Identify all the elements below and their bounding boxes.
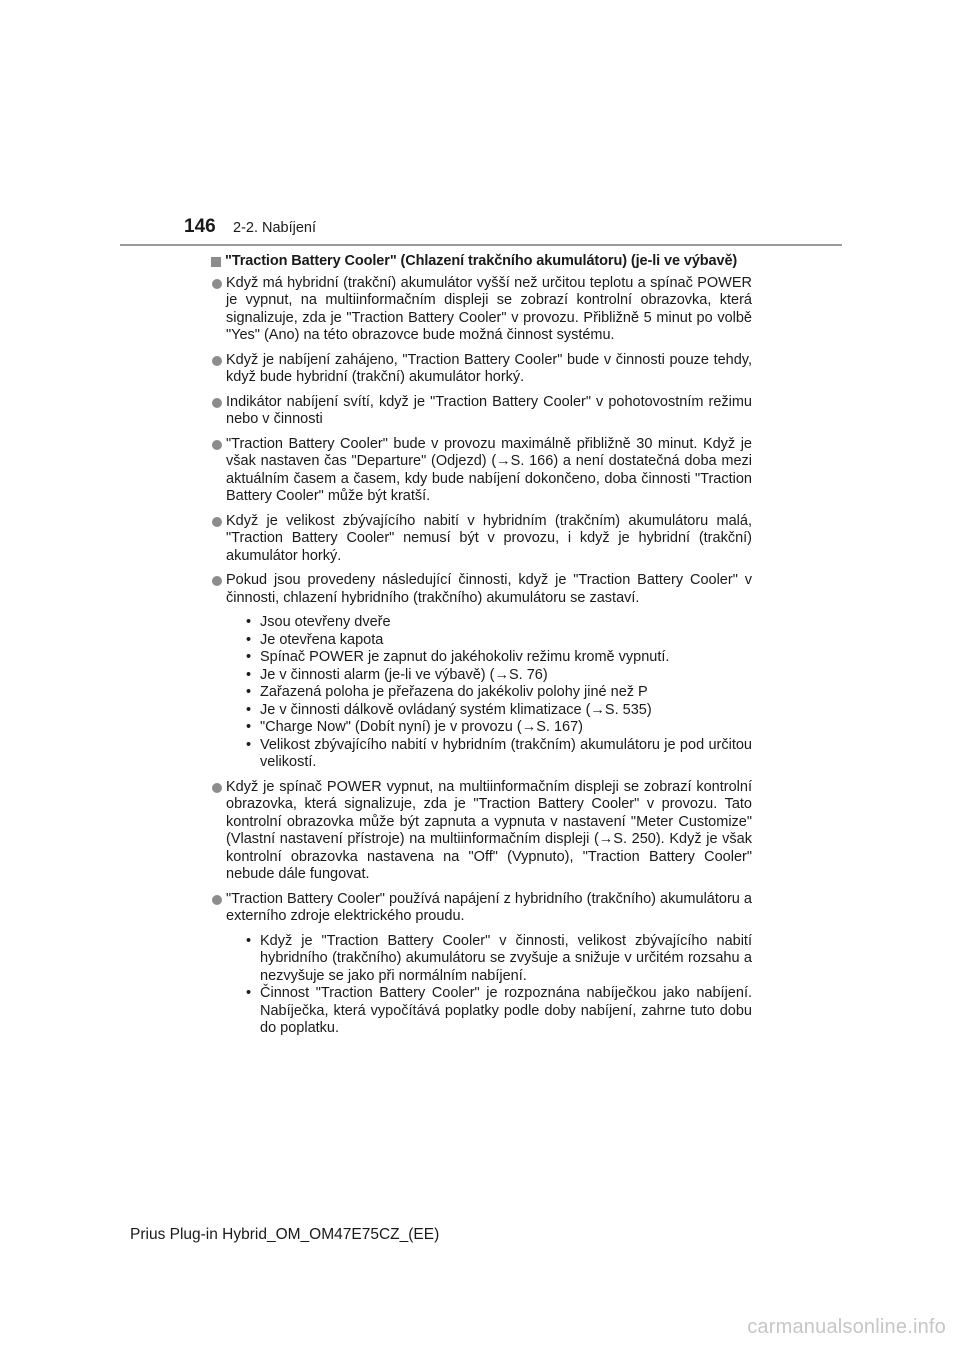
bullet-marker: •: [246, 614, 252, 630]
circle-bullet-icon: [212, 440, 222, 450]
sub-list-item-text: Je v činnosti dálkově ovládaný systém klimatizace (→S. 535): [260, 701, 652, 718]
watermark-link[interactable]: carmanualsonline.info: [747, 1316, 946, 1338]
list-item-text: Když je nabíjení zahájeno, "Traction Battery Cooler" bude v činnosti pouze tehdy, když bude hybridní (trakční) akumulátor horký.: [226, 351, 752, 385]
list-item-text: Když je spínač POWER vypnut, na multiinformačním displeji se zobrazí kontrolní obrazovka, která signalizuje, zda je "Traction Battery Cooler" v provozu. Tato kontrolní obrazovka může být zapnuta a vypnuta v nastavení "Meter Customize" (Vlastní nastavení přístroje) na multiinformačním displeji (→S. 250). Když je však kontrolní obrazovka nastavena na "Off" (Vypnuto), "Traction Battery Cooler" nebude dále fungovat.: [226, 778, 752, 882]
circle-bullet-icon: [212, 576, 222, 586]
list-item: [211, 779, 752, 884]
list-item: [211, 275, 752, 345]
circle-bullet-icon: [212, 398, 222, 408]
power-notes-list: [241, 933, 752, 1038]
sub-list-item-text: Jsou otevřeny dveře: [260, 614, 391, 630]
list-item-body: [226, 891, 752, 1038]
page-number: 146: [184, 216, 216, 237]
bullet-marker: •: [246, 985, 252, 1001]
sub-list-item: [241, 632, 752, 650]
section-title: 2-2. Nabíjení: [233, 220, 317, 236]
list-item-text: "Traction Battery Cooler" bude v provozu maximálně přibližně 30 minut. Když je však nastaven čas "Departure" (Odjezd) (→S. 166) a není dostatečná doba mezi aktuálním časem a časem, kdy bude nabíjení dokončeno, doba činnosti "Traction Battery Cooler" může být kratší.: [226, 435, 752, 504]
sub-list-item-text: Činnost "Traction Battery Cooler" je rozpoznána nabíječkou jako nabíjení. Nabíječka, která vypočítává poplatky podle doby nabíjení, zahrne tuto dobu do poplatku.: [260, 985, 752, 1036]
list-item-text: Když má hybridní (trakční) akumulátor vyšší než určitou teplotu a spínač POWER je vypnut, na multiinformačním displeji se zobrazí kontrolní obrazovka, která signalizuje, zda je "Traction Battery Cooler" v provozu. Přibližně 5 minut po volbě "Yes" (Ano) na této obrazovce bude možná činnost systému.: [226, 274, 752, 343]
page-footer: Prius Plug-in Hybrid_OM_OM47E75CZ_(EE): [130, 1226, 440, 1243]
bullet-marker: •: [246, 736, 252, 753]
bullet-marker: •: [246, 666, 252, 683]
bullet-marker: •: [246, 719, 252, 735]
bullet-marker: •: [246, 684, 252, 700]
sub-list-item: [241, 719, 752, 737]
stop-conditions-list: [241, 614, 752, 772]
sub-list-item-text: Zařazená poloha je přeřazena do jakékoliv polohy jiné než P: [260, 684, 648, 700]
section-heading-text: "Traction Battery Cooler" (Chlazení trakčního akumulátoru) (je-li ve výbavě): [225, 253, 738, 269]
list-item: [211, 352, 752, 387]
sub-list-item: [241, 702, 752, 720]
sub-list-item-text: Když je "Traction Battery Cooler" v činnosti, velikost zbývajícího nabití hybridního (trakčního) akumulátoru se zvyšuje a snižuje v určitém rozsahu a nezvyšuje se jako při normálním nabíjení.: [260, 932, 752, 984]
list-item: [211, 513, 752, 566]
circle-bullet-icon: [212, 517, 222, 527]
sub-list-item: [241, 649, 752, 667]
list-item-text: Indikátor nabíjení svítí, když je "Traction Battery Cooler" v pohotovostním režimu nebo v činnosti: [226, 393, 752, 427]
bullet-marker: •: [246, 631, 252, 648]
bullet-marker: •: [246, 932, 252, 949]
list-item-text: Když je velikost zbývajícího nabití v hybridním (trakčním) akumulátoru malá, "Traction Battery Cooler" nemusí být v provozu, i když je hybridní (trakční) akumulátor horký.: [226, 512, 752, 564]
list-item-text: Pokud jsou provedeny následující činnosti, když je "Traction Battery Cooler" v činnosti, chlazení hybridního (trakčního) akumulátoru se zastaví.: [226, 572, 752, 606]
page-content: [211, 253, 752, 1045]
sub-list-item-text: Spínač POWER je zapnut do jakéhokoliv režimu kromě vypnutí.: [260, 649, 670, 665]
sub-list-item: [241, 933, 752, 986]
circle-bullet-icon: [212, 783, 222, 793]
sub-list-item: [241, 684, 752, 702]
circle-bullet-icon: [212, 356, 222, 366]
sub-list-item-text: Velikost zbývajícího nabití v hybridním (trakčním) akumulátoru je pod určitou velikostí.: [260, 736, 752, 770]
sub-list-item: [241, 737, 752, 772]
sub-list-item: [241, 667, 752, 685]
list-item-body: [226, 572, 752, 772]
sub-list-item-text: Je otevřena kapota: [260, 631, 384, 648]
square-bullet-icon: [211, 257, 221, 267]
list-item: [211, 436, 752, 506]
list-item-text: "Traction Battery Cooler" používá napájení z hybridního (trakčního) akumulátoru a externího zdroje elektrického proudu.: [226, 890, 752, 924]
header-divider: [120, 244, 842, 246]
circle-bullet-icon: [212, 895, 222, 905]
list-item: [211, 394, 752, 429]
section-heading: [211, 253, 752, 271]
list-item: [211, 891, 752, 1038]
list-item: [211, 572, 752, 772]
sub-list-item-text: "Charge Now" (Dobít nyní) je v provozu (→S. 167): [260, 719, 583, 735]
sub-list-item: [241, 614, 752, 632]
bullet-marker: •: [246, 649, 252, 665]
sub-list-item-text: Je v činnosti alarm (je-li ve výbavě) (→S. 76): [260, 666, 548, 683]
sub-list-item: [241, 985, 752, 1038]
circle-bullet-icon: [212, 279, 222, 289]
bullet-marker: •: [246, 701, 252, 718]
